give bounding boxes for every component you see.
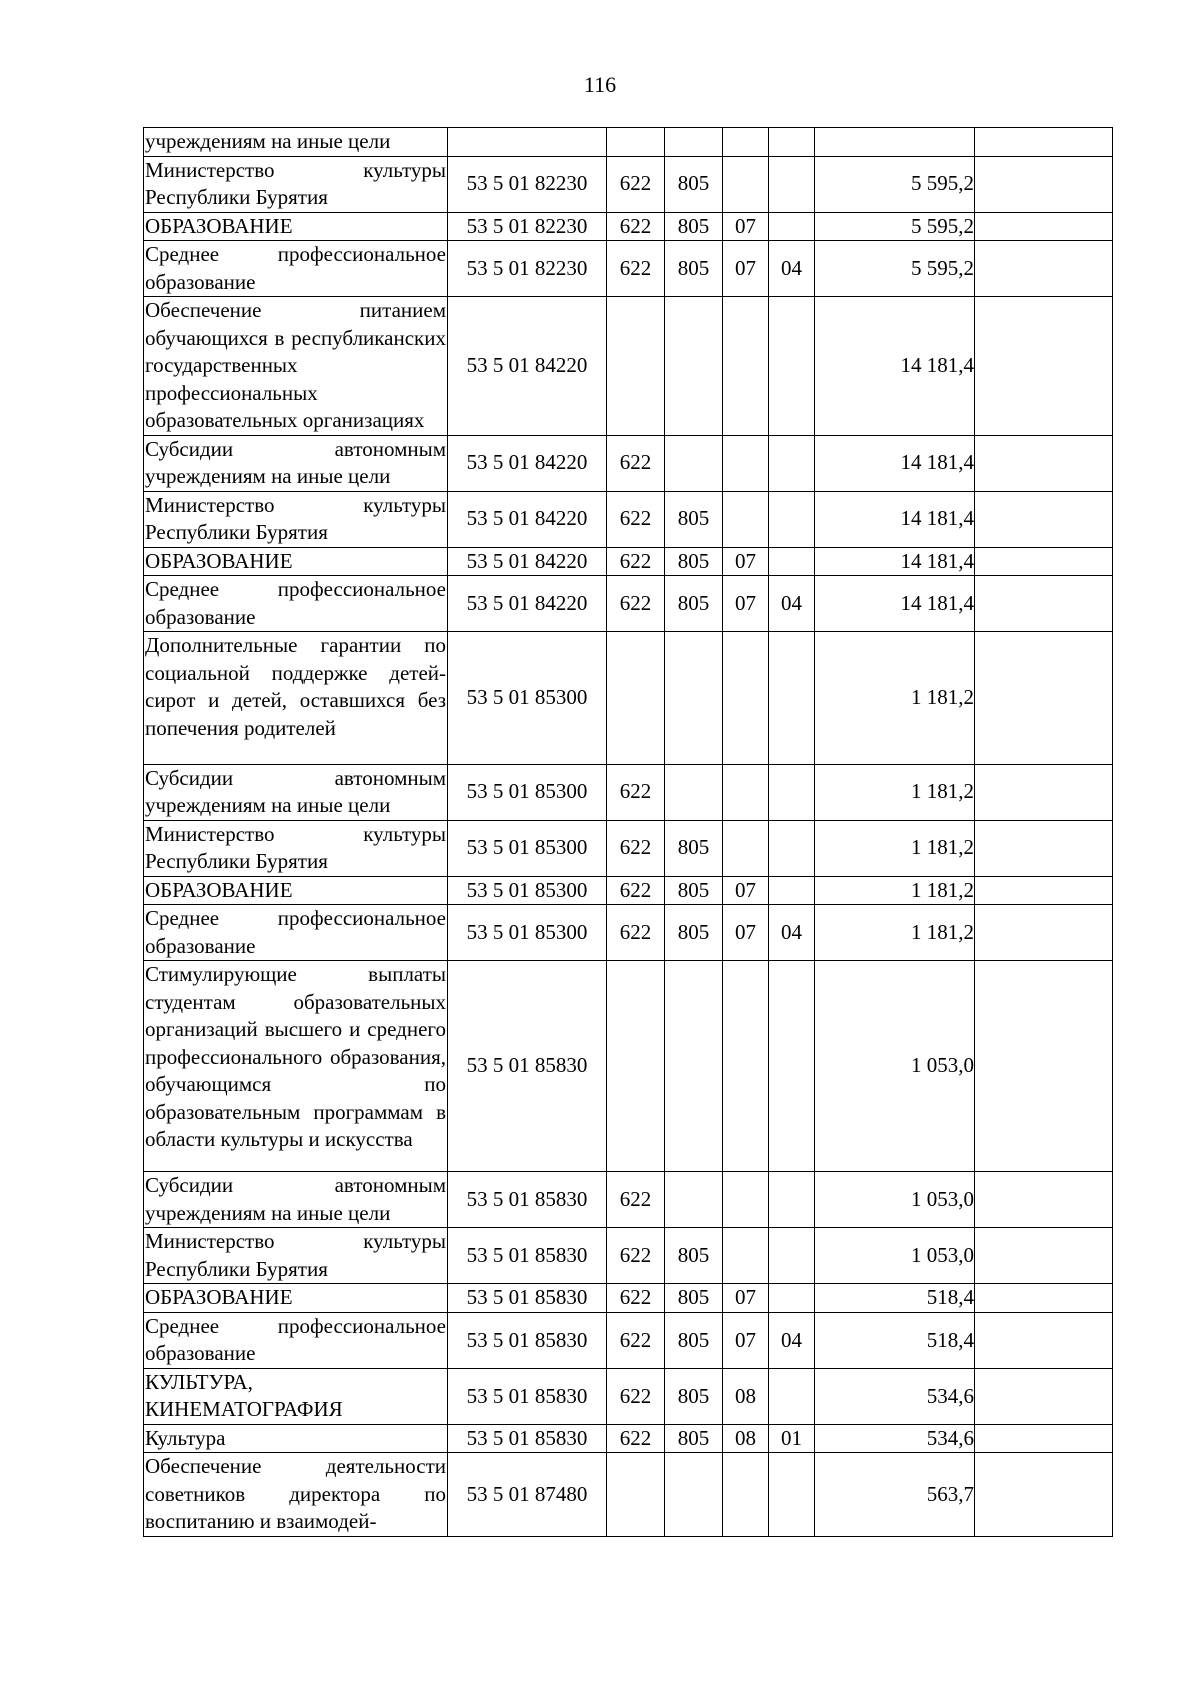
blank-cell [975,1228,1113,1284]
expense-type-cell: 622 [607,1172,665,1228]
expense-type-cell [607,297,665,436]
expense-type-cell: 622 [607,876,665,905]
section-cell: 08 [723,1368,769,1424]
ministry-code-cell: 805 [665,876,723,905]
table-row [144,576,1113,632]
expense-type-cell: 622 [607,156,665,212]
expense-type-cell [607,961,665,1172]
ministry-code-cell: 805 [665,491,723,547]
budget-table [143,127,1113,1537]
target-article-cell: 53 5 01 84220 [448,576,607,632]
row-name-cell: ОБРАЗОВАНИЕ [144,212,448,241]
amount-cell: 14 181,4 [815,491,975,547]
table-row [144,1368,1113,1424]
amount-cell: 1 181,2 [815,632,975,765]
row-name-cell: ОБРАЗОВАНИЕ [144,547,448,576]
table-row [144,212,1113,241]
amount-cell: 5 595,2 [815,241,975,297]
ministry-code-cell: 805 [665,1424,723,1453]
blank-cell [975,1368,1113,1424]
table-row [144,1453,1113,1537]
blank-cell [975,156,1113,212]
target-article-cell: 53 5 01 85300 [448,876,607,905]
ministry-code-cell: 805 [665,156,723,212]
section-cell: 07 [723,212,769,241]
subsection-cell: 01 [769,1424,815,1453]
ministry-code-cell [665,435,723,491]
section-cell [723,491,769,547]
subsection-cell [769,820,815,876]
table-row [144,297,1113,436]
ministry-code-cell: 805 [665,212,723,241]
ministry-code-cell: 805 [665,1312,723,1368]
subsection-cell [769,128,815,157]
ministry-code-cell: 805 [665,547,723,576]
blank-cell [975,961,1113,1172]
blank-cell [975,820,1113,876]
target-article-cell: 53 5 01 85830 [448,1424,607,1453]
table-row [144,1228,1113,1284]
table-row [144,435,1113,491]
amount-cell: 1 181,2 [815,905,975,961]
expense-type-cell: 622 [607,1312,665,1368]
target-article-cell: 53 5 01 85830 [448,961,607,1172]
section-cell [723,764,769,820]
blank-cell [975,876,1113,905]
row-name-cell: Субсидии автономным учреждениям на иные цели [144,764,448,820]
expense-type-cell: 622 [607,547,665,576]
ministry-code-cell [665,632,723,765]
ministry-code-cell: 805 [665,820,723,876]
amount-cell: 1 181,2 [815,876,975,905]
row-name-cell: Обеспечение питанием обучающихся в республиканских государственных профессиональных образовательных организациях [144,297,448,436]
blank-cell [975,1453,1113,1537]
section-cell [723,435,769,491]
ministry-code-cell [665,1172,723,1228]
subsection-cell [769,961,815,1172]
subsection-cell [769,547,815,576]
row-name-cell: КУЛЬТУРА, КИНЕМАТОГРАФИЯ [144,1368,448,1424]
row-name-cell: Среднее профессиональное образование [144,905,448,961]
section-cell: 08 [723,1424,769,1453]
blank-cell [975,1172,1113,1228]
row-name-cell: Обеспечение деятельности советников директора по воспитанию и взаимодей- [144,1453,448,1537]
row-name-cell: Субсидии автономным учреждениям на иные цели [144,435,448,491]
subsection-cell: 04 [769,1312,815,1368]
ministry-code-cell: 805 [665,1228,723,1284]
subsection-cell [769,156,815,212]
section-cell [723,1453,769,1537]
ministry-code-cell [665,297,723,436]
row-name-cell: Дополнительные гарантии по социальной поддержке детей-сирот и детей, оставшихся без попечения родителей [144,632,448,765]
section-cell [723,128,769,157]
table-row [144,632,1113,765]
subsection-cell [769,1368,815,1424]
row-name-cell: Министерство культуры Республики Бурятия [144,156,448,212]
target-article-cell [448,128,607,157]
section-cell [723,297,769,436]
target-article-cell: 53 5 01 85830 [448,1284,607,1313]
expense-type-cell [607,632,665,765]
target-article-cell: 53 5 01 84220 [448,491,607,547]
blank-cell [975,632,1113,765]
subsection-cell: 04 [769,576,815,632]
amount-cell: 1 053,0 [815,1172,975,1228]
expense-type-cell [607,1453,665,1537]
section-cell: 07 [723,241,769,297]
amount-cell: 1 053,0 [815,961,975,1172]
ministry-code-cell [665,128,723,157]
target-article-cell: 53 5 01 84220 [448,435,607,491]
amount-cell: 14 181,4 [815,576,975,632]
expense-type-cell: 622 [607,491,665,547]
target-article-cell: 53 5 01 82230 [448,241,607,297]
row-name-cell: Среднее профессиональное образование [144,1312,448,1368]
row-name-cell: Стимулирующие выплаты студентам образовательных организаций высшего и среднего профессионального образования, обучающимся по образовательным программам в области культуры и искусства [144,961,448,1172]
blank-cell [975,547,1113,576]
table-body [144,128,1113,1537]
amount-cell [815,128,975,157]
expense-type-cell: 622 [607,764,665,820]
row-name-cell: Субсидии автономным учреждениям на иные цели [144,1172,448,1228]
blank-cell [975,1284,1113,1313]
expense-type-cell: 622 [607,241,665,297]
section-cell [723,632,769,765]
amount-cell: 14 181,4 [815,297,975,436]
blank-cell [975,491,1113,547]
subsection-cell [769,491,815,547]
subsection-cell [769,1172,815,1228]
table-row [144,128,1113,157]
table-row [144,156,1113,212]
table-row [144,820,1113,876]
row-name-cell: Министерство культуры Республики Бурятия [144,820,448,876]
expense-type-cell [607,128,665,157]
blank-cell [975,764,1113,820]
amount-cell: 14 181,4 [815,547,975,576]
blank-cell [975,1424,1113,1453]
target-article-cell: 53 5 01 85300 [448,764,607,820]
subsection-cell: 04 [769,241,815,297]
subsection-cell [769,764,815,820]
section-cell: 07 [723,547,769,576]
table-row [144,876,1113,905]
table-row [144,961,1113,1172]
page-number: 116 [583,72,617,97]
target-article-cell: 53 5 01 84220 [448,547,607,576]
section-cell [723,1228,769,1284]
row-name-cell: учреждениям на иные цели [144,128,448,157]
blank-cell [975,576,1113,632]
subsection-cell [769,1284,815,1313]
section-cell: 07 [723,876,769,905]
blank-cell [975,435,1113,491]
section-cell [723,820,769,876]
blank-cell [975,905,1113,961]
target-article-cell: 53 5 01 85300 [448,905,607,961]
expense-type-cell: 622 [607,1228,665,1284]
ministry-code-cell: 805 [665,905,723,961]
ministry-code-cell: 805 [665,241,723,297]
subsection-cell [769,632,815,765]
blank-cell [975,241,1113,297]
row-name-cell: ОБРАЗОВАНИЕ [144,1284,448,1313]
subsection-cell [769,435,815,491]
ministry-code-cell [665,1453,723,1537]
target-article-cell: 53 5 01 87480 [448,1453,607,1537]
row-name-cell: ОБРАЗОВАНИЕ [144,876,448,905]
expense-type-cell: 622 [607,212,665,241]
section-cell: 07 [723,1312,769,1368]
target-article-cell: 53 5 01 85300 [448,820,607,876]
target-article-cell: 53 5 01 85300 [448,632,607,765]
row-name-cell: Культура [144,1424,448,1453]
subsection-cell [769,1453,815,1537]
amount-cell: 5 595,2 [815,156,975,212]
subsection-cell: 04 [769,905,815,961]
expense-type-cell: 622 [607,435,665,491]
amount-cell: 518,4 [815,1312,975,1368]
table-row [144,547,1113,576]
blank-cell [975,1312,1113,1368]
table-row [144,241,1113,297]
section-cell: 07 [723,576,769,632]
target-article-cell: 53 5 01 82230 [448,156,607,212]
table-row [144,1424,1113,1453]
expense-type-cell: 622 [607,1284,665,1313]
amount-cell: 14 181,4 [815,435,975,491]
target-article-cell: 53 5 01 84220 [448,297,607,436]
row-name-cell: Среднее профессиональное образование [144,241,448,297]
section-cell: 07 [723,905,769,961]
expense-type-cell: 622 [607,576,665,632]
subsection-cell [769,212,815,241]
row-name-cell: Среднее профессиональное образование [144,576,448,632]
table-row [144,1284,1113,1313]
ministry-code-cell: 805 [665,1368,723,1424]
table-row [144,1312,1113,1368]
subsection-cell [769,297,815,436]
subsection-cell [769,876,815,905]
section-cell: 07 [723,1284,769,1313]
expense-type-cell: 622 [607,820,665,876]
target-article-cell: 53 5 01 82230 [448,212,607,241]
blank-cell [975,297,1113,436]
amount-cell: 534,6 [815,1368,975,1424]
amount-cell: 1 181,2 [815,820,975,876]
row-name-cell: Министерство культуры Республики Бурятия [144,1228,448,1284]
table-row [144,764,1113,820]
row-name-cell: Министерство культуры Республики Бурятия [144,491,448,547]
section-cell [723,1172,769,1228]
table-row [144,1172,1113,1228]
amount-cell: 518,4 [815,1284,975,1313]
table-row [144,491,1113,547]
amount-cell: 563,7 [815,1453,975,1537]
amount-cell: 5 595,2 [815,212,975,241]
ministry-code-cell: 805 [665,576,723,632]
target-article-cell: 53 5 01 85830 [448,1228,607,1284]
blank-cell [975,212,1113,241]
amount-cell: 1 181,2 [815,764,975,820]
amount-cell: 534,6 [815,1424,975,1453]
target-article-cell: 53 5 01 85830 [448,1368,607,1424]
subsection-cell [769,1228,815,1284]
ministry-code-cell: 805 [665,1284,723,1313]
target-article-cell: 53 5 01 85830 [448,1172,607,1228]
ministry-code-cell [665,961,723,1172]
table-row [144,905,1113,961]
amount-cell: 1 053,0 [815,1228,975,1284]
ministry-code-cell [665,764,723,820]
target-article-cell: 53 5 01 85830 [448,1312,607,1368]
section-cell [723,156,769,212]
expense-type-cell: 622 [607,1368,665,1424]
section-cell [723,961,769,1172]
expense-type-cell: 622 [607,1424,665,1453]
expense-type-cell: 622 [607,905,665,961]
blank-cell [975,128,1113,157]
